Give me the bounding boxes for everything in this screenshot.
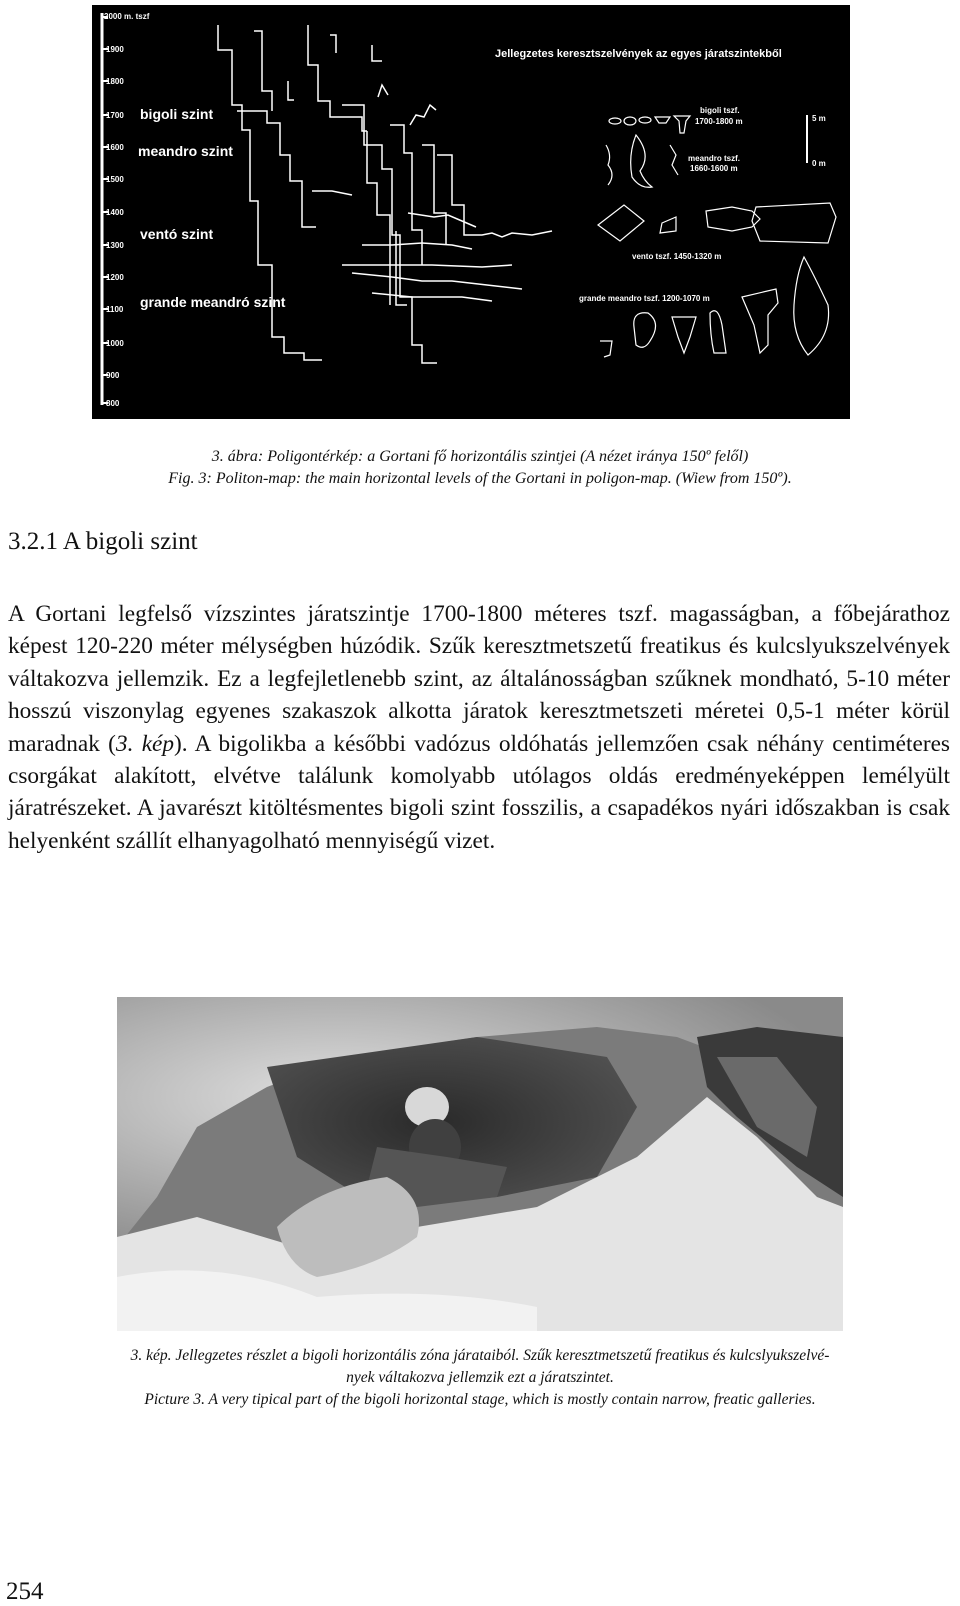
elevation-tick: 1600 bbox=[106, 143, 124, 152]
elevation-tick: 800 bbox=[106, 399, 120, 408]
body-paragraph bbox=[8, 598, 950, 857]
section-label: vento tszf. 1450-1320 m bbox=[632, 252, 722, 261]
level-label: meandro szint bbox=[138, 143, 233, 159]
elevation-tick: 1100 bbox=[106, 305, 124, 314]
section-label: bigoli tszf. bbox=[700, 106, 740, 115]
paragraph-text: ). A bigolikba a későbbi vadózus oldóhatás jellemzően csak néhány centiméteres csorgákat alakított, elvétve találunk komolyabb utólagos oldás eredményeképpen lemélyült járatrészeket. A javarészt kitöltésmentes bigoli szint fosszilis, a csapadékos nyári időszakban is csak helyenként szállít elhanyagolható mennyiségű vizet. bbox=[8, 730, 950, 854]
elevation-tick: 1800 bbox=[106, 77, 124, 86]
elevation-tick: 1700 bbox=[106, 111, 124, 120]
section-label: 1660-1600 m bbox=[690, 164, 738, 173]
scale-label: 5 m bbox=[812, 114, 826, 123]
elevation-tick: 1400 bbox=[106, 208, 124, 217]
cave-polygon-lines bbox=[218, 25, 552, 363]
cave-photo bbox=[117, 997, 843, 1331]
elevation-tick: 2000 m. tszf bbox=[104, 12, 150, 21]
elevation-tick: 1200 bbox=[106, 273, 124, 282]
photo-reference: 3. kép bbox=[115, 730, 175, 757]
figure-caption-en: Fig. 3: Politon-map: the main horizontal levels of the Gortani in poligon-map. (Wiew from 150º). bbox=[168, 470, 792, 487]
level-label: grande meandró szint bbox=[140, 294, 286, 310]
page-number: 254 bbox=[6, 1578, 44, 1605]
paragraph-text: A Gortani legfelső vízszintes járatszintje 1700-1800 méteres tszf. magasságban, a főbejárathoz képest 120-220 méter mélységben húzódik. Szűk keresztmetszetű freatikus és kulcslyukszelvények váltakozva jellemzik. Ez a legfejletlenebb szint, az általánosságban szűknek mondható, 5-10 méter hosszú viszonylag egyenes szakaszok alkotta járatok keresztmetszeti méretei 0,5-1 méter körül maradnak ( bbox=[8, 601, 950, 757]
cross-sections bbox=[598, 116, 836, 357]
photo-caption bbox=[0, 1345, 960, 1411]
level-label: ventó szint bbox=[140, 226, 214, 242]
elevation-tick: 1900 bbox=[106, 45, 124, 54]
level-label: bigoli szint bbox=[140, 106, 214, 122]
figure-caption-hu: 3. ábra: Poligontérkép: a Gortani fő horizontális szintjei (A nézet iránya 150º felől) bbox=[211, 448, 749, 465]
section-label: 1700-1800 m bbox=[695, 117, 743, 126]
elevation-tick: 1500 bbox=[106, 175, 124, 184]
elevation-tick: 900 bbox=[106, 371, 120, 380]
elevation-tick: 1000 bbox=[106, 339, 124, 348]
figure-caption bbox=[0, 446, 960, 490]
photo-caption-hu-2: nyek váltakozva jellemzik ezt a járatszintet. bbox=[346, 1369, 614, 1386]
section-label: grande meandro tszf. 1200-1070 m bbox=[579, 294, 710, 303]
scale-label: 0 m bbox=[812, 159, 826, 168]
panel-title: Jellegzetes keresztszelvények az egyes járatszintekből bbox=[495, 48, 782, 60]
section-heading: 3.2.1 A bigoli szint bbox=[8, 528, 198, 555]
elevation-tick: 1300 bbox=[106, 241, 124, 250]
section-label: meandro tszf. bbox=[688, 154, 741, 163]
photo-caption-hu-1: 3. kép. Jellegzetes részlet a bigoli horizontális zóna járataiból. Szűk keresztmetszetű freatikus és kulcslyukszelvé- bbox=[130, 1347, 830, 1364]
photo-caption-en: Picture 3. A very tipical part of the bigoli horizontal stage, which is mostly contain narrow, freatic galleries. bbox=[144, 1391, 816, 1408]
polygon-map-figure bbox=[92, 5, 850, 419]
